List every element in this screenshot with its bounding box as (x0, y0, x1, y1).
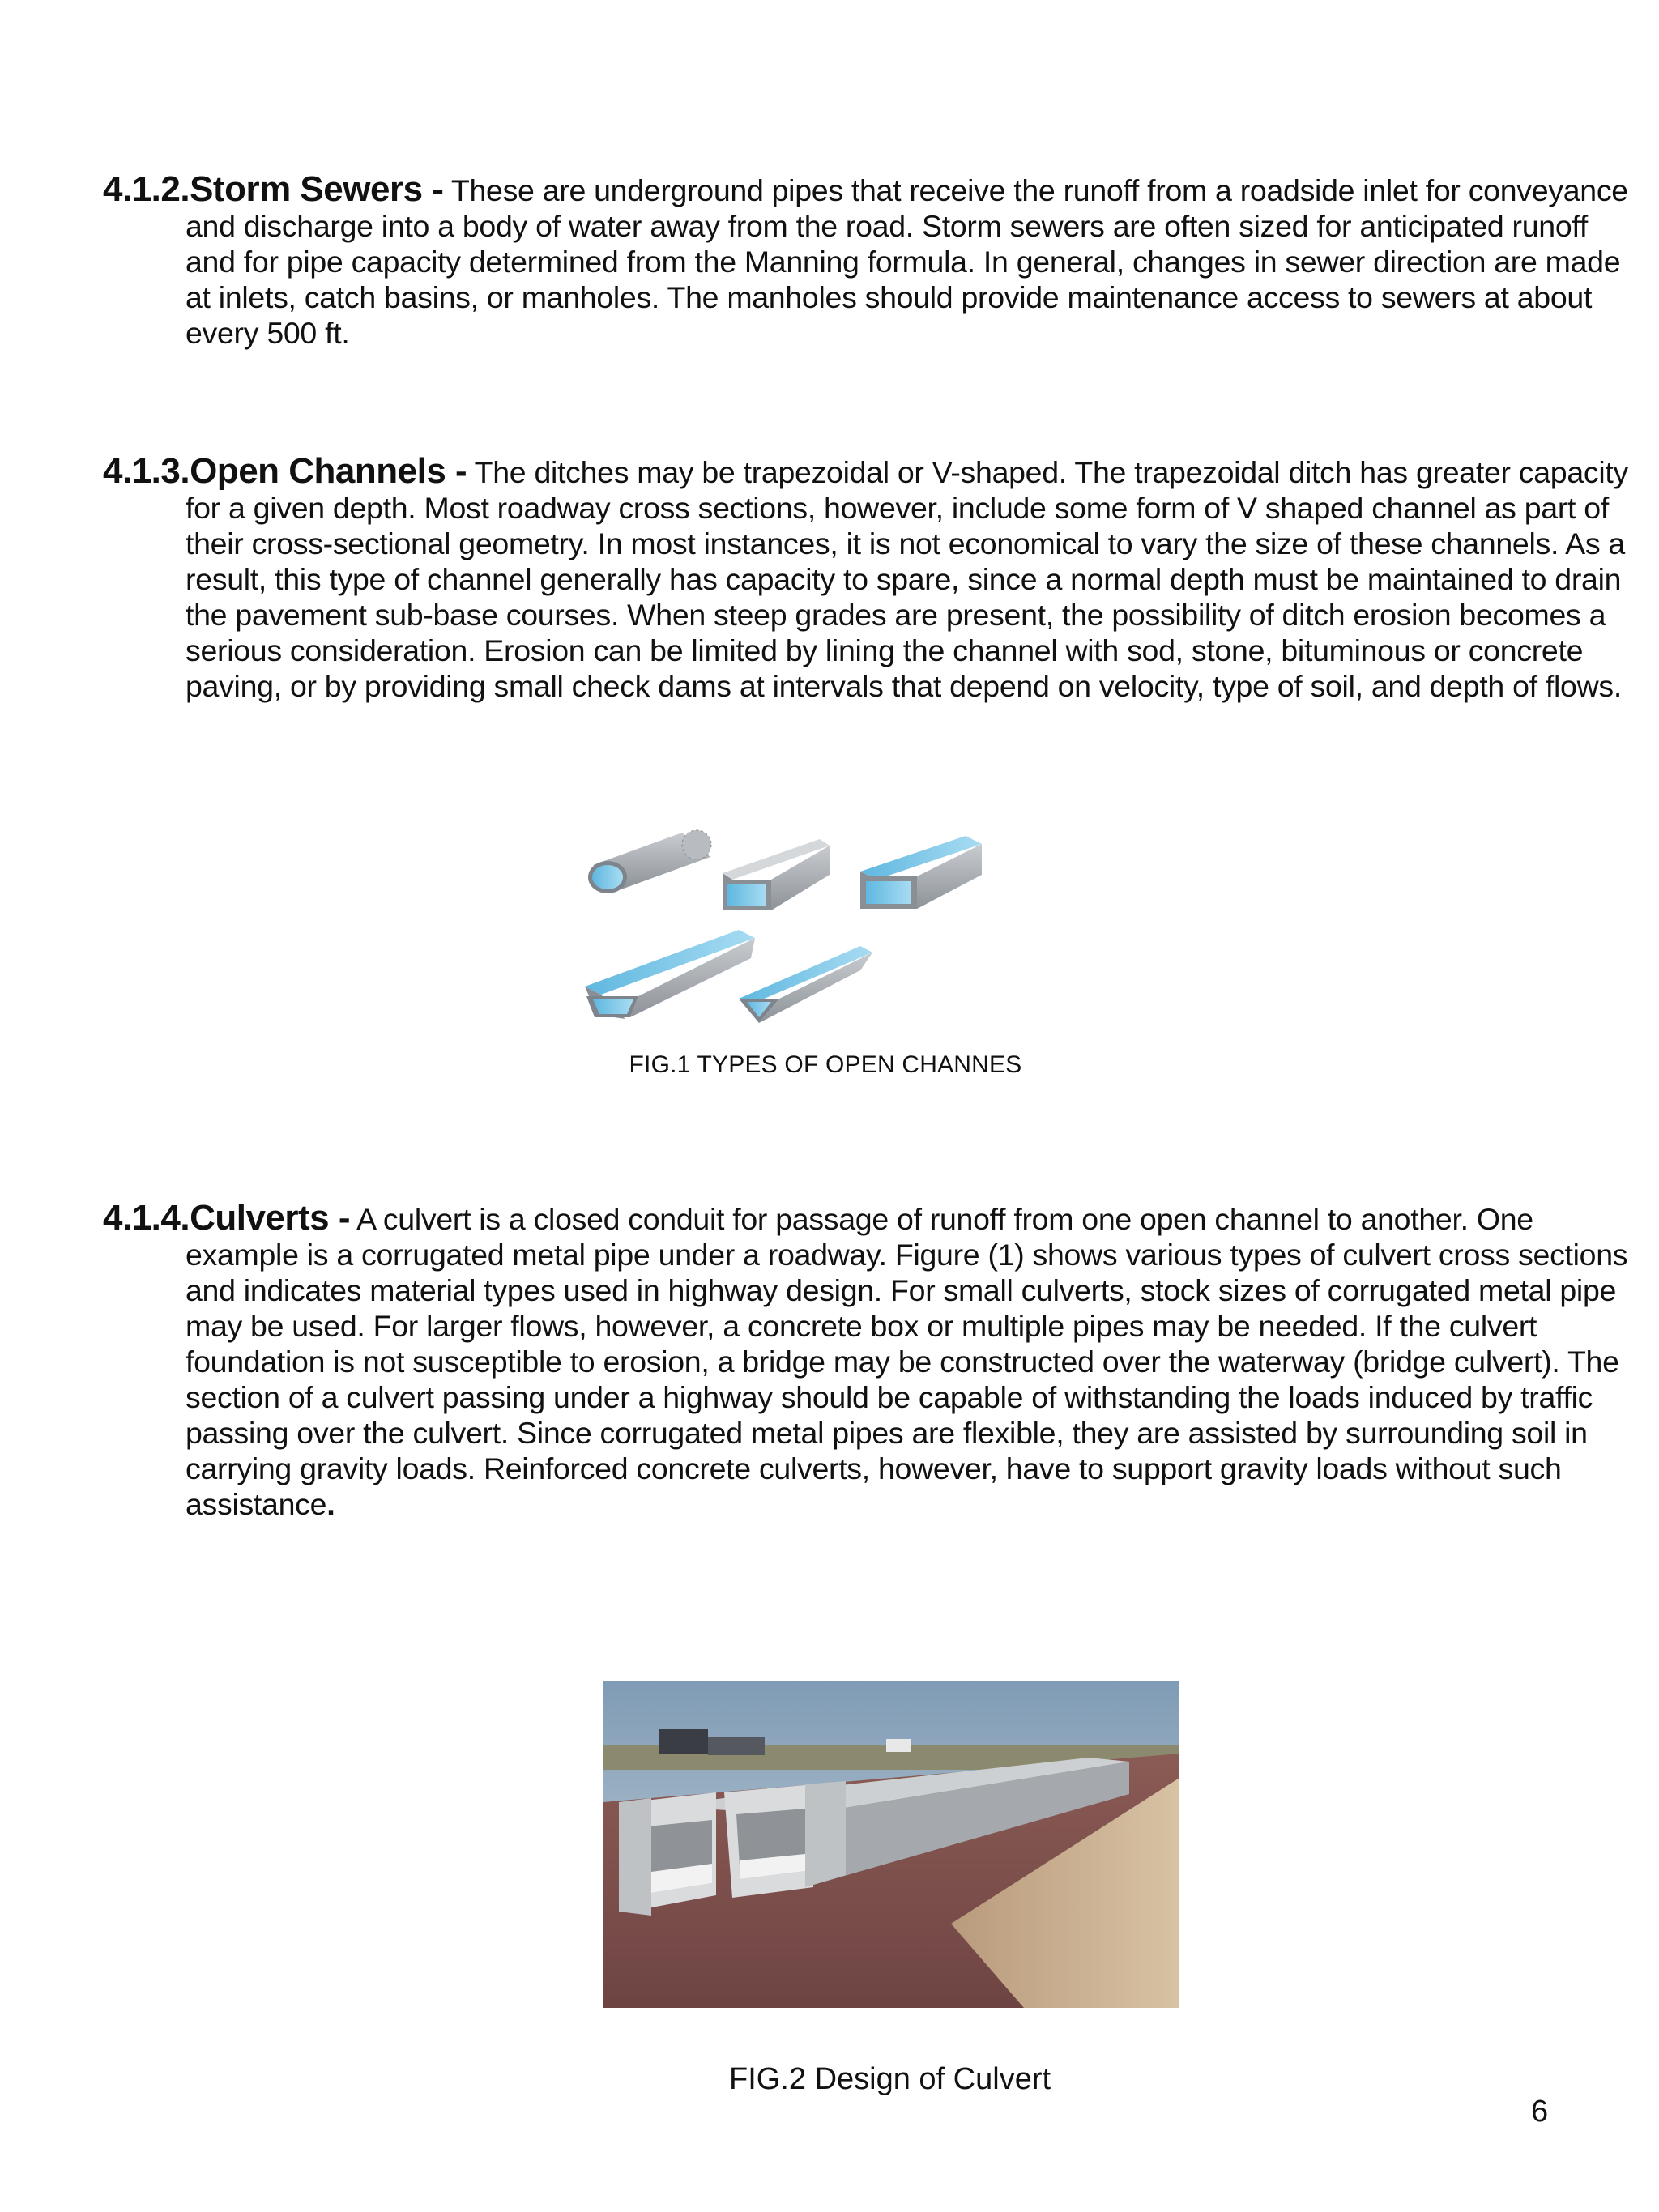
section-heading: 4.1.3.Open Channels - (103, 451, 467, 491)
trapezoidal-channel-shape (585, 930, 755, 1019)
section-culverts (103, 1200, 1644, 1523)
open-channel-types-figure (577, 825, 1006, 1043)
section-body: These are underground pipes that receive the runoff from a roadside inlet for conveyance and discharge into a body of water away from the road. Storm sewers are often sized for anticipated runoff and for pipe capacity determined from the Manning formula. In general, changes in sewer direction are made at inlets, catch basins, or manholes. The manholes should provide maintenance access to sewers at about every 500 ft. (186, 173, 1628, 350)
section-heading: 4.1.4.Culverts - (103, 1198, 351, 1238)
section-body: A culvert is a closed conduit for passage of runoff from one open channel to another. One example is a corrugated metal pipe under a roadway. Figure (1) shows various types of culvert cross sections and indicates material types used in highway design. For small culverts, stock sizes of corrugated metal pipe may be used. For larger flows, however, a concrete box or multiple pipes may be needed. If the culvert foundation is not susceptible to erosion, a bridge may be constructed over the waterway (bridge culvert). The section of a culvert passing under a highway should be capable of withstanding the loads induced by traffic passing over the culvert. Since corrugated metal pipes are flexible, they are assisted by surrounding soil in carrying gravity loads. Reinforced concrete culverts, however, have to support gravity loads without such assistance (186, 1202, 1628, 1521)
figure-1-caption: FIG.1 TYPES OF OPEN CHANNES (629, 1051, 1022, 1078)
figure-2-caption: FIG.2 Design of Culvert (729, 2062, 1051, 2096)
box-channel-shape (723, 839, 830, 910)
section-open-channels (103, 451, 1644, 704)
section-storm-sewers (103, 169, 1644, 351)
rectangular-channel-shape (860, 836, 982, 909)
page-number: 6 (1531, 2095, 1549, 2129)
v-channel-shape (739, 946, 872, 1023)
section-heading: 4.1.2.Storm Sewers - (103, 169, 444, 209)
culvert-photo (603, 1681, 1179, 2008)
section-end-period: . (326, 1488, 335, 1522)
circular-pipe-shape (588, 830, 711, 893)
section-body: The ditches may be trapezoidal or V-shaped. The trapezoidal ditch has greater capacity for a given depth. Most roadway cross sections, however, include some form of V shaped channel as part of their cross-sectional geometry. In most instances, it is not economical to vary the size of these channels. As a result, this type of channel generally has capacity to spare, since a normal depth must be maintained to drain the pavement sub-base courses. When steep grades are present, the possibility of ditch erosion becomes a serious consideration. Erosion can be limited by lining the channel with sod, stone, bituminous or concrete paving, or by providing small check dams at intervals that depend on velocity, type of soil, and depth of flows. (186, 455, 1628, 703)
